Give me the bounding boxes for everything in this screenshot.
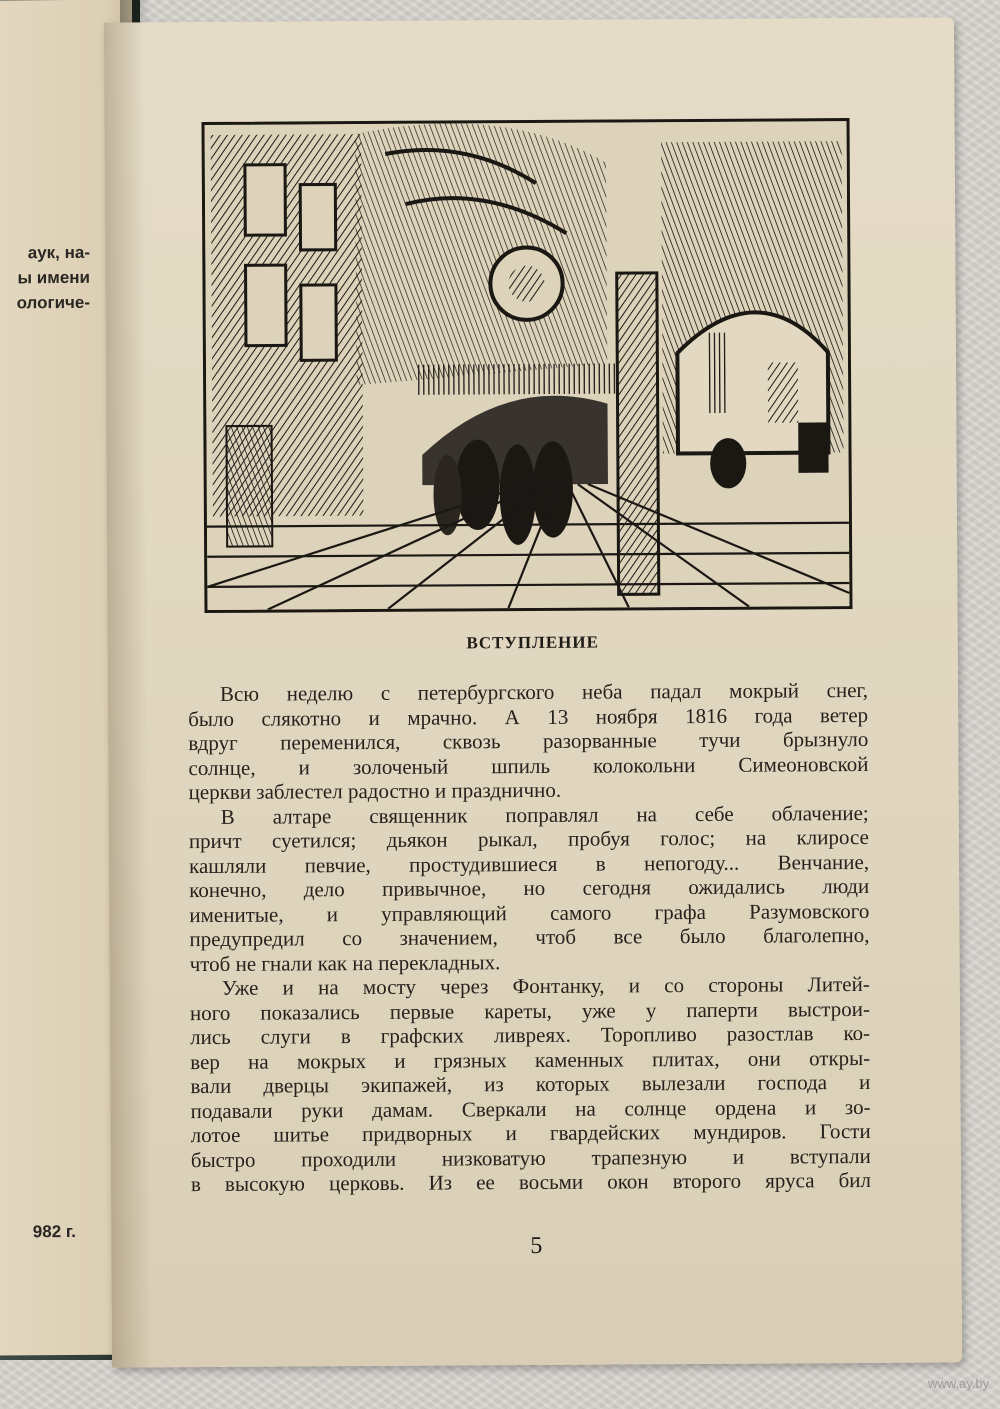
text-line: причт суетился; дьякон рыкал, пробуя голос; на клиросе	[188, 824, 869, 854]
body-text	[188, 678, 871, 1197]
text-line: подавали руки дамам. Сверкали на солнце ордена и зо-	[190, 1094, 871, 1123]
left-page-line: ы имени	[17, 267, 90, 288]
watermark: www.ay.by	[928, 1376, 990, 1391]
text-line: именитые, и управляющий самого графа Разумовского	[189, 898, 870, 927]
text-line: вер на мокрых и грязных каменных плитах, они откры-	[190, 1045, 871, 1074]
text-line: ного показались первые кареты, уже у паперти выстрои-	[189, 996, 871, 1025]
right-page	[104, 17, 962, 1367]
page-number: 5	[530, 1232, 543, 1260]
text-line: кашляли певчие, простудившиеся в непогоду... Венчание,	[188, 849, 870, 878]
chapter-title: ВСТУПЛЕНИЕ	[466, 632, 599, 653]
text-line: Всю неделю с петербургского неба падал мокрый снег,	[219, 677, 869, 706]
text-line: солнце, и золоченый шпиль колокольни Симеоновской	[188, 751, 869, 780]
left-page-line: ологиче-	[16, 292, 90, 313]
text-line: вали дверцы экипажей, из которых вылезали господа и	[190, 1069, 871, 1099]
left-page-line: аук, на-	[27, 242, 90, 263]
left-page-year: 982 г.	[32, 1221, 76, 1242]
text-line: конечно, дело привычное, но сегодня ожидались люди	[189, 873, 870, 903]
gutter-shadow	[104, 22, 152, 1367]
text-line: В алтаре священник поправлял на себе облачение;	[220, 800, 869, 829]
engraving-artwork	[205, 121, 850, 610]
text-line: вдруг переменился, сквозь разорванные тучи брызнуло	[188, 726, 869, 756]
text-line: чтоб не гнали как на перекладных.	[189, 949, 501, 976]
text-line: предупредил со значением, чтоб все было благолепно,	[189, 922, 870, 952]
text-line: было слякотно и мрачно. А 13 ноября 1816 года ветер	[188, 702, 869, 731]
text-line: лись слуги в графских ливреях. Торопливо разостлав ко-	[190, 1020, 871, 1050]
church-interior-illustration	[202, 118, 853, 613]
text-line: церкви заблестел радостно и празднично.	[188, 777, 562, 805]
text-line: лотое шитье придворных и гвардейских мундиров. Гости	[190, 1118, 871, 1148]
text-line: в высокую церковь. Из ее восьми окон второго яруса бил	[190, 1167, 872, 1197]
text-line: Уже и на мосту через Фонтанку, и со стороны Литей-	[221, 971, 870, 1000]
text-line: быстро проходили низковатую трапезную и вступали	[190, 1143, 871, 1172]
